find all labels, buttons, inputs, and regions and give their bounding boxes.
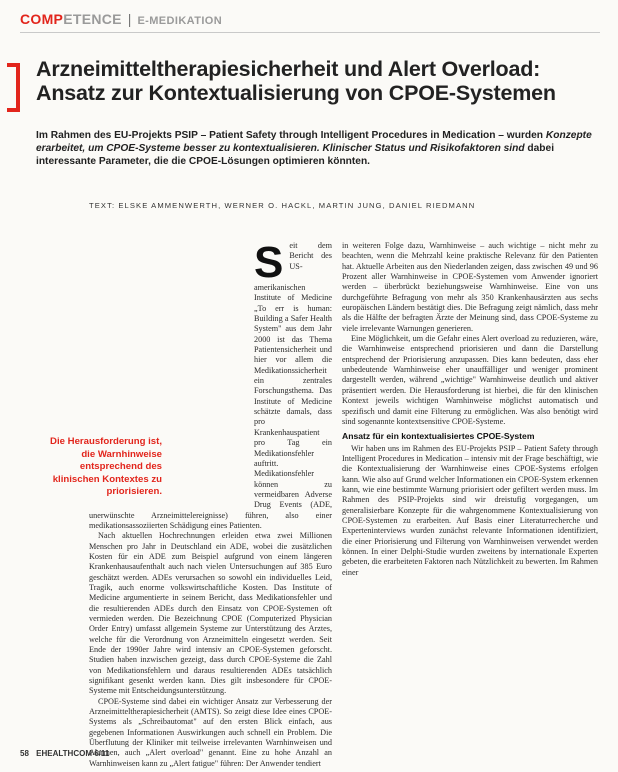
header-separator: | bbox=[127, 11, 132, 27]
lead-text-1: Im Rahmen des EU-Projekts PSIP – Patient Safety through Intelligent Procedures in Medication – wurden bbox=[36, 130, 544, 141]
brand-name-suffix: ETENCE bbox=[63, 11, 122, 27]
title-bracket-icon bbox=[7, 63, 20, 112]
lead-text-2: dabei interessante Parameter, die die CPOE-Lösungen optimieren könnten. bbox=[36, 143, 555, 167]
paragraph: CPOE-Systeme sind dabei ein wichtiger Ansatz zur Verbesserung der Arzneimitteltherapiesicherheit (AMTS). So zeigt diese Idee eines CPOE-Systems als „Schreibautomat" auf den ersten Blick einfach, aus gegebenen Informationen Auswirkungen auch schnell ein Problem. Die Überflutung der Kliniker mit teilweise irrelevanten Warnhinweisen und Alarmen, auch „Alert overload" genannt. Eine zu hohe Anzahl an Warnhinweisen kann zu „Alert fatigue" führen: Der Anwender tendiert bbox=[89, 696, 332, 768]
title-line-1: Arzneimitteltherapiesicherheit und Alert Overload: bbox=[36, 57, 541, 81]
drop-cap: S bbox=[254, 238, 284, 287]
pull-quote: Die Herausforderung ist, die Warnhinweise entsprechend des klinischen Kontextes zu priorisieren. bbox=[50, 436, 162, 497]
paragraph: in weiteren Folge dazu, Warnhinweise – auch wichtige – nicht mehr zu beachten, wenn die Mehrzahl keine praktische Relevanz für den Patienten hat. Aktuelle Arbeiten aus den Niederlanden zeigen, dass zwischen 49 und 96 Prozent aller Warnhinweise in CPOE-Systemen vom Anwender ignoriert werden – überbrückt beziehungsweise Warnhinweise. Eine von uns durchgeführte Befragung von mehr als 350 Krankenhausärzten aus sechs europäischen Ländern bestätigt dies. Die Befragung zeigt nämlich, dass mehr als die Hälfte der befragten Ärzte der Meinung sind, dass CPOE-Systeme zu viele irrelevante Warnungen generieren. bbox=[342, 241, 598, 333]
page-header bbox=[20, 11, 222, 31]
paragraph: Nach aktuellen Hochrechnungen erleiden etwa zwei Millionen Menschen pro Jahr in Deutschland ein ADE, wobei die zusätzlichen Kosten für ein ADE zum Beispiel aufgrund von einem längeren Krankenhausaufenthalt auch nach vielen Untersuchungen auf 385 Euro geschätzt werden. ADEs verursachen so sowohl ein individuelles Leid, Tragik, auch enorme volkswirtschaftliche Kosten. Das Institute of Medicine argumentierte in seinem Bericht, dass Medikationsfehler und die resultierenden ADEs durch den Einsatz von CPOE-Systemen oft vermieden werden. Die Bezeichnung CPOE (Computerized Physician Order Entry) umfasst allgemein Systeme zur Unterstützung des Arztes, welche für die Verordnung von Arzneimitteln eingesetzt werden. Seit Ende der 1990er Jahre wird intensiv an CPOE-Systemen geforscht. Studien haben inzwischen gezeigt, dass durch CPOE-Systeme die Zahl von Medikationsfehlern und daraus resultierenden ADEs tatsächlich signifikant gesenkt werden kann. Dies gilt insbesondere für CPOE-Systeme mit Entscheidungsunterstützung. bbox=[89, 531, 332, 696]
brand-name: COMP bbox=[20, 11, 64, 27]
paragraph: Eine Möglichkeit, um die Gefahr eines Alert overload zu reduzieren, wäre, die Warnhinweise entsprechend priorisieren und dann die Darstellung entsprechend der Priorisierung anzupassen. Dies kann bedeuten, dass eher unbedeutende Warnhinweise eher unauffälliger und weniger prominent dargestellt werden, während „wichtige" Warnhinweise deutlich und aktiver präsentiert werden. Die Herausforderung ist hierbei, die für den klinischen Kontext jeweils wichtigen Warnhinweise möglichst automatisch und spezifisch und damit eine Filterung zu ermöglichen. Was also benötigt wird sind sogenannte kontextsensitive CPOE-Systeme. bbox=[342, 334, 598, 426]
magazine-name: EHEALTHCOM 6/11 bbox=[36, 749, 110, 758]
paragraph: eit dem Bericht des US-amerikanischen Institute of Medicine „To err is human: Building a Safer Health System" aus dem Jahr 2000 ist das Thema Patientensicherheit und hier vor allem die Medikationssicherheit ein zentrales Forschungsthema. Das Institute of Medicine schätzte damals, dass pro Krankenhauspatient pro Tag ein Medikationsfehler auftritt. Medikationsfehler können zu vermeidbaren Adverse Drug Events (ADE, unerwünschte Arzneimittelereignisse) führen, also einer medikationsassoziierten Schädigung eines Patienten. bbox=[89, 241, 332, 530]
header-rule bbox=[20, 32, 600, 33]
lead-text-italic: Konzepte erarbeitet, um CPOE-Systeme besser zu kontextualisieren. Klinischer Status und Risikofaktoren sind bbox=[36, 130, 592, 154]
paragraph: Wir haben uns im Rahmen des EU-Projekts PSIP – Patient Safety through Intelligent Procedures in Medication – intensiv mit der Frage beschäftigt, wie die Kontextualisierung der Warnhinweise eines CPOE-Systems erfolgen kann. Wie also auf Grund welcher Informationen ein CPOE-System erkennen kann, wie eine bestimmte Warnung priorisiert oder gefiltert werden muss. Im Rahmen des PSIP-Projekts sind wir dreistufig vorgegangen, um generalisierbare Konzepte für die wahrgenommene Kontextualisierung von CPOE-Systemen zu erarbeiten. Auf Basis einer Literaturrecherche und Experteninterviews wurden zunächst relevante Informationen identifiziert, die einer Priorisierung und Filterung von Warnhinweisen verwendet werden können. In einer Delphi-Studie wurden zweitens by internationale Experten gebeten, die erarbeiteten Faktoren nach Nützlichkeit zu bewerten. Im Rahmen einer bbox=[342, 443, 598, 577]
page-number: 58 bbox=[20, 749, 29, 758]
title-line-2: Ansatz zur Kontextualisierung von CPOE-Systemen bbox=[36, 81, 556, 105]
right-column bbox=[342, 241, 598, 746]
section-label: E-MEDIKATION bbox=[137, 15, 223, 27]
article-title bbox=[36, 57, 611, 105]
article-lead bbox=[36, 129, 602, 168]
section-subheading: Ansatz für ein kontextualisiertes CPOE-System bbox=[342, 431, 535, 442]
author-line: TEXT: ELSKE AMMENWERTH, WERNER O. HACKL, MARTIN JUNG, DANIEL RIEDMANN bbox=[89, 201, 476, 210]
page-footer bbox=[20, 749, 109, 758]
